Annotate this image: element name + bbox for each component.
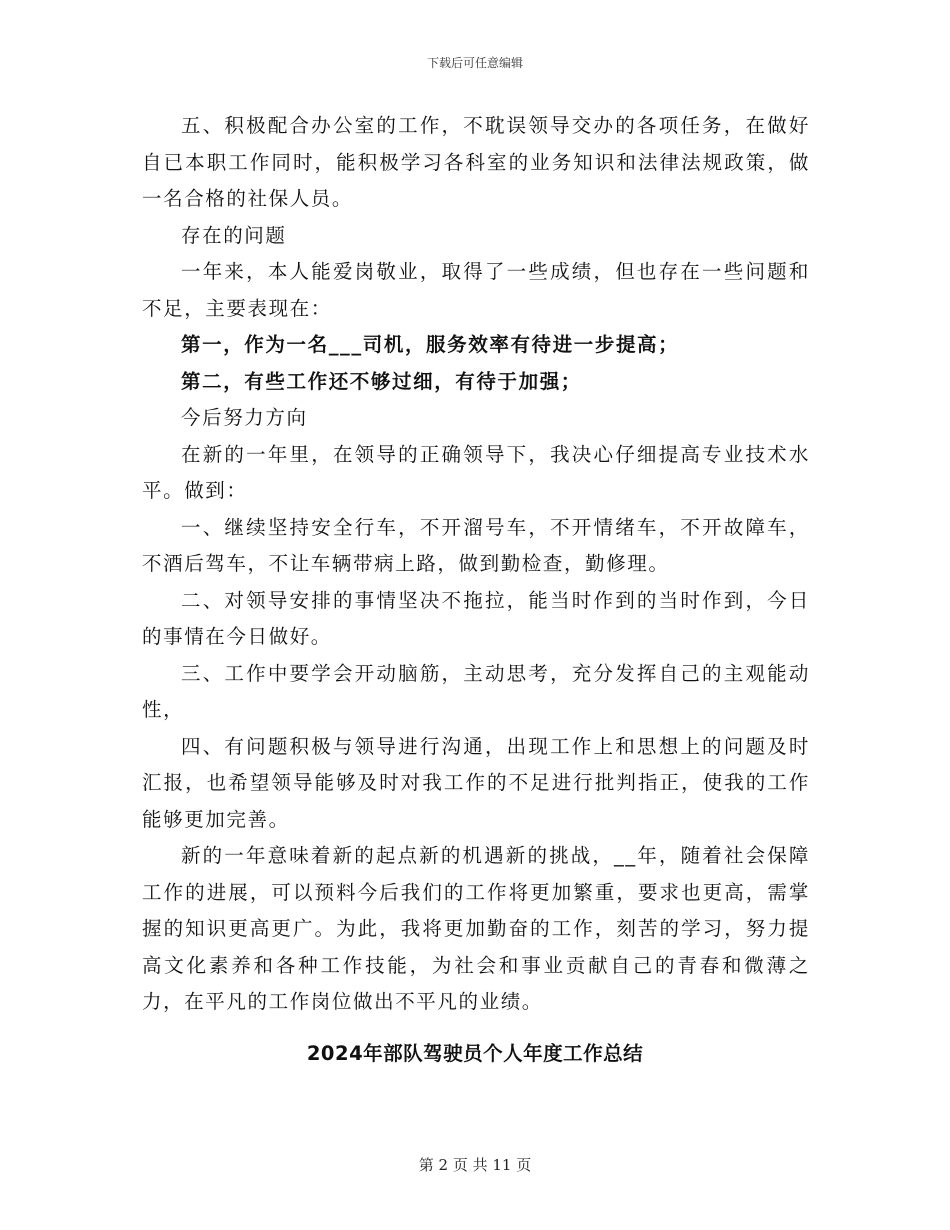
paragraph-6: 今后努力方向 — [181, 406, 308, 429]
page-header: 下载后可任意编辑 — [426, 56, 523, 70]
paragraph-11: 四、有问题积极与领导进行沟通，出现工作上和思想上的问题及时汇报，也希望领导能够及时对我工作的不足进行批判指正，使我的工作能够更加完善。 — [142, 734, 810, 831]
paragraph-7: 在新的一年里，在领导的正确领导下，我决心仔细提高专业技术水平。做到： — [142, 442, 810, 502]
paragraph-1: 五、积极配合办公室的工作，不耽误领导交办的各项任务，在做好自已本职工作同时，能积极学习各科室的业务知识和法律法规政策，做一名合格的社保人员。 — [142, 114, 810, 210]
paragraph-12: 新的一年意味着新的起点新的机遇新的挑战，__年，随着社会保障工作的进展，可以预料今后我们的工作将更加繁重，要求也更高，需掌握的知识更高更广。为此，我将更加勤奋的工作，刻苦的学习，努力提高文化素养和各种工作技能，为社会和事业贡献自己的青春和微薄之力，在平凡的工作岗位做出不平凡的业绩。 — [142, 844, 810, 1013]
paragraph-5: 第二，有些工作还不够过细，有待于加强； — [181, 369, 582, 393]
paragraph-3: 一年来，本人能爱岗敬业，取得了一些成绩，但也存在一些问题和不足，主要表现在： — [142, 260, 810, 320]
paragraph-8: 一、继续坚持安全行车，不开溜号车，不开情绪车，不开故障车，不酒后驾车，不让车辆带病上路，做到勤检查，勤修理。 — [142, 515, 810, 575]
paragraph-2: 存在的问题 — [181, 223, 287, 247]
paragraph-4: 第一，作为一名___司机，服务效率有待进一步提高； — [181, 333, 680, 356]
paragraph-10: 三、工作中要学会开动脑筋，主动思考，充分发挥自己的主观能动性， — [142, 661, 810, 721]
document-title: 2024年部队驾驶员个人年度工作总结 — [306, 1042, 644, 1065]
page-footer: 第 2 页 共 11 页 — [418, 1156, 532, 1174]
document-body — [142, 108, 810, 1021]
paragraph-9: 二、对领导安排的事情坚决不拖拉，能当时作到的当时作到，今日的事情在今日做好。 — [142, 588, 810, 648]
